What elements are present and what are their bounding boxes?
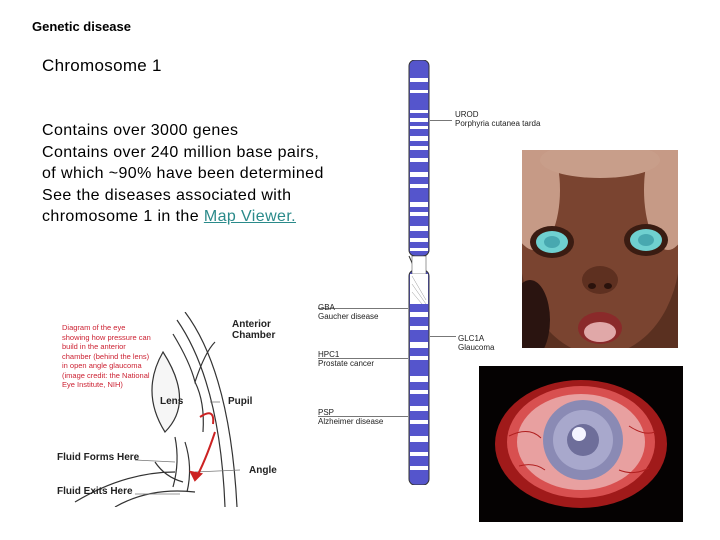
bullet-line: Contains over 240 million base pairs,: [42, 143, 320, 161]
diagram-caption: Diagram of the eye showing how pressure can build in the anterior chamber (behind the lens) in open angle glaucoma (image credit: the National Eye Institute, NIH): [62, 323, 151, 389]
label-lens: Lens: [160, 396, 184, 407]
leader-line: [430, 336, 456, 337]
bullet-line: of which ~90% have been determined: [42, 165, 324, 182]
glaucoma-eye-photo: [479, 366, 683, 522]
label-angle: Angle: [249, 465, 277, 476]
gene-label-hpc1: HPC1 Prostate cancer: [318, 350, 375, 368]
bullet-line: [42, 206, 324, 228]
label-fluid-forms: Fluid Forms Here: [57, 452, 140, 463]
baby-glaucoma-photo: [522, 150, 678, 348]
bullet-list: [42, 120, 324, 228]
slide-header: Genetic disease: [32, 19, 131, 34]
label-fluid-exits: Fluid Exits Here: [57, 486, 133, 497]
bullet-line: Contains over 3000 genes: [42, 122, 239, 139]
bullet-line-prefix: chromosome 1 in the: [42, 208, 204, 225]
gene-label-glc1a: GLC1A Glaucoma: [458, 334, 495, 352]
gene-label-urod: UROD Porphyria cutanea tarda: [455, 110, 541, 128]
label-pupil: Pupil: [228, 396, 253, 407]
gene-label-gba: GBA Gaucher disease: [318, 303, 379, 321]
leader-line: [430, 120, 452, 121]
chromosome-1-ideogram: [408, 60, 430, 485]
slide-subtitle: Chromosome 1: [42, 56, 162, 75]
gene-label-psp: PSP Alzheimer disease: [318, 408, 384, 426]
bullet-line: See the diseases associated with: [42, 186, 292, 204]
map-viewer-link[interactable]: Map Viewer.: [203, 208, 297, 225]
label-anterior-chamber: Anterior Chamber: [232, 319, 276, 341]
